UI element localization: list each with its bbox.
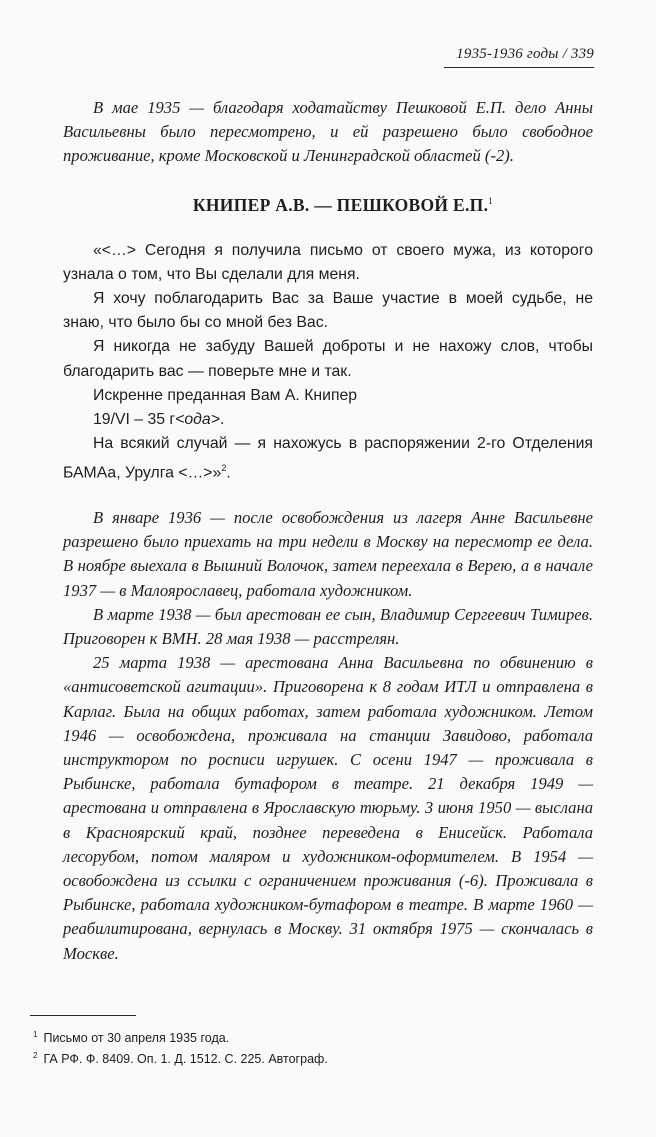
letter-paragraph-2: Я хочу поблагодарить Вас за Ваше участие в моей судьбе, не знаю, что было бы со мной без Вас.: [63, 290, 593, 332]
letter-title: [93, 189, 593, 217]
letter-text: [63, 239, 593, 486]
letter-date-editorial: <ода>: [175, 411, 220, 429]
running-head: 1935-1936 годы / 339: [456, 46, 594, 62]
letter-date-text: 19/VI – 35 г: [93, 411, 176, 429]
bio-paragraph-3: 25 марта 1938 — арестована Анна Васильевна по обвинению в «антисоветской агитации». Приговорена к 8 годам ИТЛ и отправлена в Карлаг. Была на общих работах, затем работала художником. Летом 1946 — освобождена, проживала на станции Завидово, работала инструктором по росписи игрушек. С осени 1947 — проживала в Рыбинске, работала бутафором в театре. 21 декабря 1949 — арестована и отправлена в Ярославскую тюрьму. 3 июня 1950 — выслана в Красноярский край, позднее переведена в Енисейск. Работала лесорубом, потом маляром и художником-оформителем. В 1954 — освобождена из ссылки с ограничением проживания (-6). Проживала в Рыбинске, работала художником-бутафором в театре. В марте 1960 — реабилитирована, вернулась в Москву. 31 октября 1975 — скончалась в Москве.: [63, 653, 593, 963]
intro-paragraph: В мае 1935 — благодаря ходатайству Пешковой Е.П. дело Анны Васильевны было пересмотрено, и ей разрешено было свободное проживание, кроме Московской и Ленинградской областей (-2).: [63, 98, 593, 166]
footnotes: [33, 1026, 328, 1068]
bio-paragraph-1: В январе 1936 — после освобождения из лагеря Анне Васильевне разрешено было приехать на три недели в Москву на пересмотр ее дела. В ноябре выехала в Вышний Волочок, затем переехала в Верею, а в начале 1937 — в Малоярославец, работала художником.: [63, 507, 593, 600]
bio-paragraph-2: В марте 1938 — был арестован ее сын, Владимир Сергеевич Тимирев. Приговорен к ВМН. 28 мая 1938 — расстрелян.: [63, 604, 593, 648]
footnote-rule: [30, 1015, 136, 1016]
letter-date: 19/VI – 35 г<ода>.: [93, 411, 225, 429]
footnote-2: [33, 1047, 328, 1068]
footnote-ref-2: 2: [221, 463, 227, 474]
footnote-ref-1: 1: [488, 195, 494, 206]
letter-title-text: КНИПЕР А.В. — ПЕШКОВОЙ Е.П.: [192, 194, 489, 215]
letter-paragraph-1: «<…> Сегодня я получила письмо от своего мужа, из которого узнала о том, что Вы сделали для меня.: [63, 241, 593, 283]
footnote-1-text: Письмо от 30 апреля 1935 года.: [43, 1031, 230, 1046]
page-content: [63, 96, 593, 966]
footnote-2-text: ГА РФ. Ф. 8409. Оп. 1. Д. 1512. С. 225. Автограф.: [43, 1052, 328, 1067]
letter-signature: Искренне преданная Вам А. Книпер: [93, 386, 358, 404]
footnote-1: [33, 1026, 328, 1047]
running-head-rule: [444, 67, 594, 68]
footnote-1-mark: 1: [33, 1030, 38, 1039]
letter-postscript-text: На всякий случай — я нахожусь в распоряжении 2-го Отделения БАМАа, Урулга <…>»: [63, 435, 593, 482]
footnote-2-mark: 2: [33, 1051, 38, 1061]
letter-postscript: На всякий случай — я нахожусь в распоряжении 2-го Отделения БАМАа, Урулга <…>»$^2$.: [63, 435, 593, 482]
letter-paragraph-3: Я никогда не забуду Вашей доброты и не нахожу слов, чтобы благодарить вас — поверьте мне и так.: [63, 338, 593, 380]
